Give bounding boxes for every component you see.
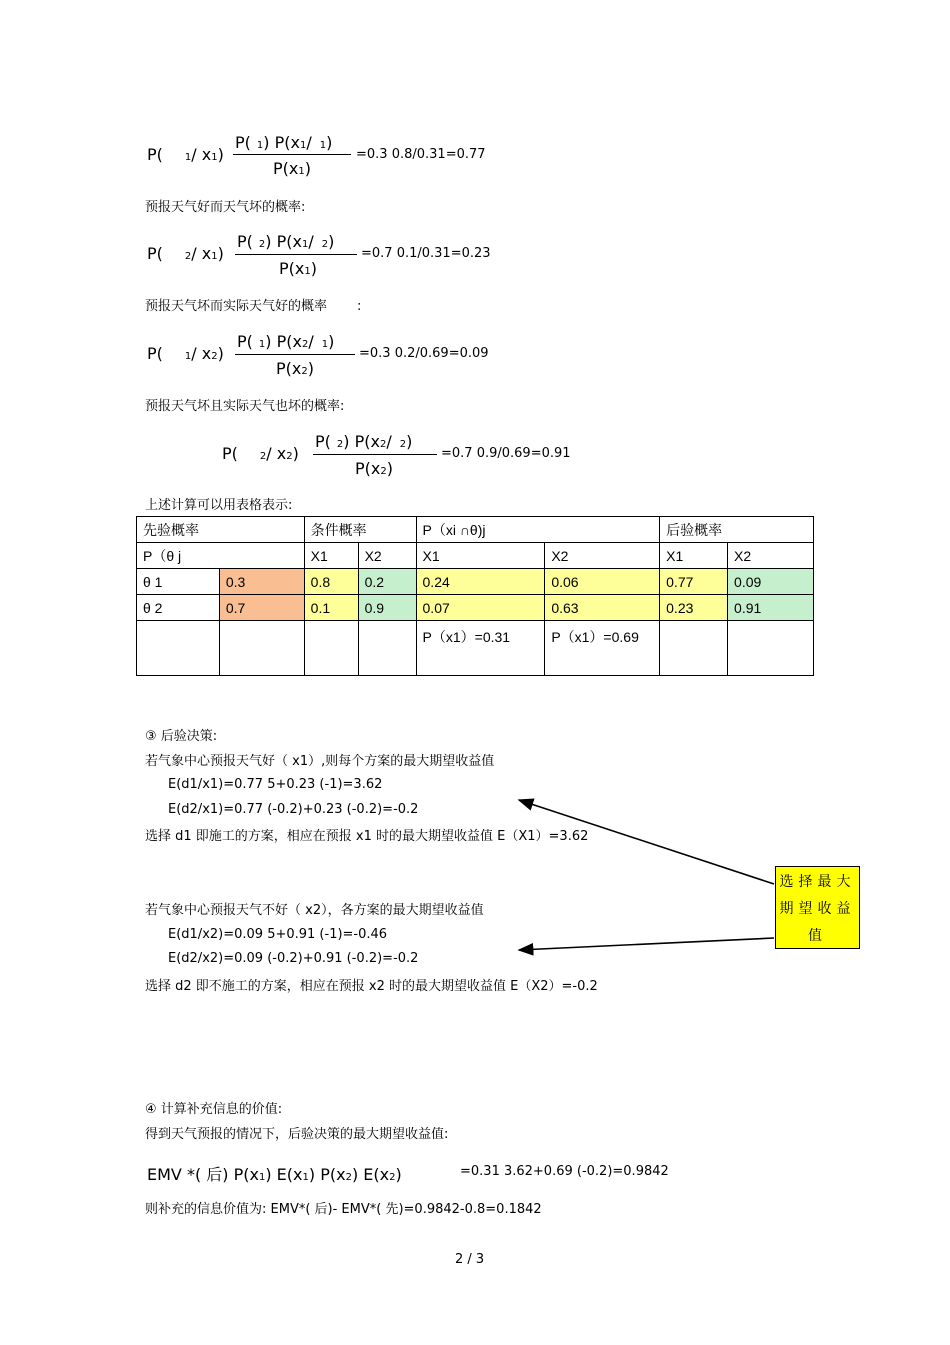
arrow-to-e4	[519, 938, 774, 950]
joint-x2-value: 0.06	[545, 569, 660, 595]
formula1-denominator: P(x1)	[273, 159, 311, 178]
cond-x1-value: 0.1	[304, 595, 358, 621]
formula3-numerator: P( 1) P(x2/ 1)	[237, 332, 335, 351]
section4-title: ④ 计算补充信息的价值:	[145, 1102, 283, 1117]
formula4-numerator: P( 2) P(x2/ 2)	[315, 432, 413, 451]
prior-value: 0.3	[219, 569, 304, 595]
header-prior: 先验概率	[137, 517, 305, 543]
header-posterior: 后验概率	[660, 517, 814, 543]
section3-bad-intro: 若气象中心预报天气不好（ x2），各方案的最大期望收益值	[145, 903, 484, 918]
marginal-x1: P（x1）=0.31	[416, 621, 545, 676]
subheader-joint-x2: X2	[545, 543, 660, 569]
formula4-lhs: P( 2/ x2)	[222, 444, 299, 463]
section3-choose1: 选择 d1 即施工的方案，相应在预报 x1 时的最大期望收益值 E（X1）=3.62	[145, 829, 589, 844]
joint-x2-value: 0.63	[545, 595, 660, 621]
section4-intro: 得到天气预报的情况下，后验决策的最大期望收益值:	[145, 1127, 449, 1142]
theta-label: θ 1	[137, 569, 220, 595]
joint-x1-value: 0.24	[416, 569, 545, 595]
formula1-numerator: P( 1) P(x1/ 1)	[235, 133, 333, 152]
cond-x2-value: 0.2	[358, 569, 416, 595]
cond-x2-value: 0.9	[358, 595, 416, 621]
page-number: 2 / 3	[455, 1252, 485, 1267]
label-good-forecast-bad-weather: 预报天气好而天气坏的概率:	[145, 200, 306, 215]
formula4-denominator: P(x2)	[355, 459, 393, 478]
formula4-result: =0.7 0.9/0.69=0.91	[441, 446, 571, 461]
theta-label: θ 2	[137, 595, 220, 621]
section3-title: ③ 后验决策:	[145, 729, 218, 744]
formula2-result: =0.7 0.1/0.31=0.23	[361, 246, 491, 261]
section3-e4: E(d2/x2)=0.09 (-0.2)+0.91 (-0.2)=-0.2	[168, 951, 419, 966]
prior-value: 0.7	[219, 595, 304, 621]
marginal-x2: P（x1）=0.69	[545, 621, 660, 676]
cond-x1-value: 0.8	[304, 569, 358, 595]
arrow-to-e2	[519, 800, 774, 884]
label-bad-forecast-good-weather: 预报天气坏而实际天气好的概率 :	[145, 299, 362, 314]
subheader-post-x2: X2	[728, 543, 814, 569]
header-joint: P（xi ∩θ)j	[416, 517, 660, 543]
section3-e1: E(d1/x1)=0.77 5+0.23 (-1)=3.62	[168, 777, 383, 792]
section4-emv-result: =0.31 3.62+0.69 (-0.2)=0.9842	[460, 1164, 669, 1179]
post-x1-value: 0.23	[660, 595, 728, 621]
section4-emv-formula: EMV *( 后) P(x1) E(x1) P(x2) E(x2)	[147, 1165, 402, 1184]
header-conditional: 条件概率	[304, 517, 416, 543]
section4-info-value: 则补充的信息价值为: EMV*( 后)- EMV*( 先)=0.9842-0.8=0.1842	[145, 1202, 542, 1217]
section3-choose2: 选择 d2 即不施工的方案，相应在预报 x2 时的最大期望收益值 E（X2）=-0.2	[145, 979, 598, 994]
section3-good-intro: 若气象中心预报天气好（ x1）,则每个方案的最大期望收益值	[145, 754, 495, 769]
subheader-cond-x2: X2	[358, 543, 416, 569]
post-x2-value: 0.09	[728, 569, 814, 595]
table-intro: 上述计算可以用表格表示:	[145, 498, 293, 513]
subheader-post-x1: X1	[660, 543, 728, 569]
callout-box: 选择最大期望收益值	[775, 866, 860, 949]
joint-x1-value: 0.07	[416, 595, 545, 621]
formula2-denominator: P(x1)	[279, 259, 317, 278]
formula2-numerator: P( 2) P(x1/ 2)	[237, 232, 335, 251]
label-bad-forecast-bad-weather: 预报天气坏且实际天气也坏的概率:	[145, 399, 345, 414]
section3-e3: E(d1/x2)=0.09 5+0.91 (-1)=-0.46	[168, 927, 388, 942]
formula1-lhs: P( 1/ x1)	[147, 145, 224, 164]
formula3-result: =0.3 0.2/0.69=0.09	[359, 346, 489, 361]
formula2-lhs: P( 2/ x1)	[147, 244, 224, 263]
section3-e2: E(d2/x1)=0.77 (-0.2)+0.23 (-0.2)=-0.2	[168, 802, 419, 817]
formula3-denominator: P(x2)	[276, 359, 314, 378]
subheader-p-theta: P（θ j	[137, 543, 305, 569]
formula1-result: =0.3 0.8/0.31=0.77	[356, 147, 486, 162]
subheader-joint-x1: X1	[416, 543, 545, 569]
post-x1-value: 0.77	[660, 569, 728, 595]
formula3-lhs: P( 1/ x2)	[147, 344, 224, 363]
subheader-cond-x1: X1	[304, 543, 358, 569]
post-x2-value: 0.91	[728, 595, 814, 621]
